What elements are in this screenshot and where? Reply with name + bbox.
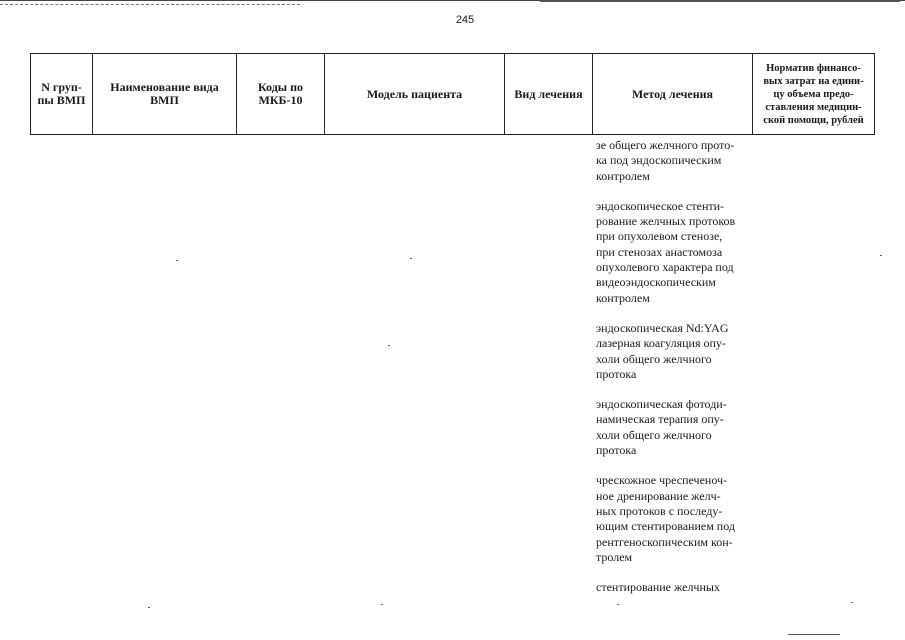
method-item: эндоскопическая Nd:YAG лазерная коагуляция опу- холи общего желчного протока bbox=[596, 320, 729, 381]
scan-speck bbox=[880, 255, 882, 256]
col-patient-model: Модель пациента bbox=[325, 54, 505, 135]
method-item: эндоскопическое стенти- рование желчных протоков при опухолевом стенозе, при стенозах анастомоза опухолевого характера под видеоэндоскопическим контролем bbox=[596, 198, 736, 305]
scan-edge-right bbox=[540, 0, 900, 5]
scan-speck bbox=[388, 345, 390, 346]
col-group-number: N груп- пы ВМП bbox=[31, 54, 93, 135]
table-header bbox=[30, 53, 875, 135]
method-item: чрескожное чреспеченоч- ное дренирование желч- ных протоков с последу- ющим стентированием под рентгеноскопическим кон- тролем bbox=[596, 473, 735, 564]
scan-speck bbox=[176, 260, 178, 261]
col-vmp-type: Наименование вида ВМП bbox=[93, 54, 237, 135]
page-number: 245 bbox=[455, 14, 475, 26]
table-row-bottom-line bbox=[30, 134, 593, 135]
method-item: эндоскопическая фотоди- намическая терапия опу- холи общего желчного протока bbox=[596, 397, 727, 458]
col-icd-codes: Коды по МКБ-10 bbox=[237, 54, 325, 135]
scan-edge-bottom bbox=[788, 634, 840, 635]
method-item: зе общего желчного прото- ка под эндоскопическим контролем bbox=[596, 138, 735, 183]
col-cost-standard: Норматив финансо- вых затрат на едини- цу объема предо- ставления медицин- ской помощи, рублей bbox=[753, 54, 875, 135]
method-item: стентирование желчных bbox=[596, 580, 720, 595]
col-treatment-method: Метод лечения bbox=[593, 54, 753, 135]
scan-speck bbox=[617, 604, 619, 605]
scan-speck bbox=[381, 604, 383, 605]
scan-speck bbox=[148, 607, 150, 608]
method-list bbox=[596, 138, 756, 610]
scan-edge-dash bbox=[0, 4, 300, 5]
col-treatment-type: Вид лечения bbox=[505, 54, 593, 135]
scan-speck bbox=[851, 602, 853, 603]
scan-speck bbox=[410, 258, 412, 259]
header-row bbox=[31, 54, 875, 135]
